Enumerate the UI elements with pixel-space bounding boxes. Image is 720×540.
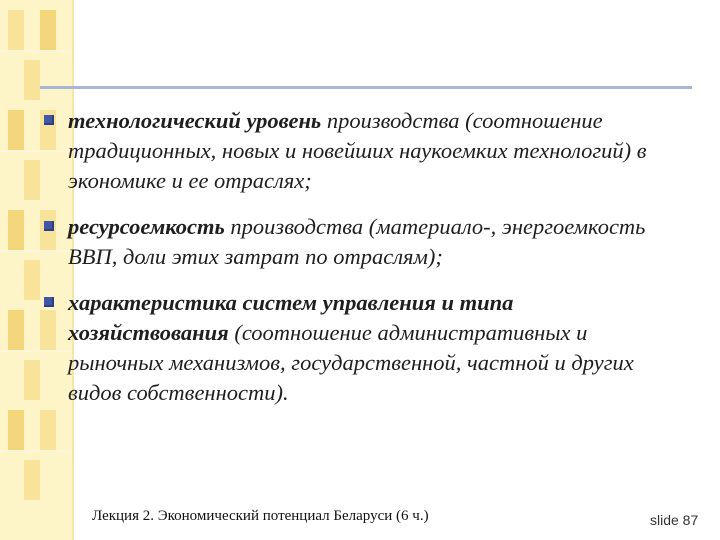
bullet-item-technology [42, 106, 672, 196]
band-square [24, 360, 40, 400]
bullet-item-resource-intensity [42, 212, 672, 272]
footer-lecture-title: Лекция 2. Экономический потенциал Беларуси (6 ч.) [92, 508, 429, 524]
band-square [8, 310, 24, 350]
band-square [24, 160, 40, 200]
band-rule [0, 50, 72, 52]
bullet-keyword: ресурсоемкость [68, 214, 225, 239]
band-square [8, 210, 24, 250]
bullet-keyword: характеристика систем управления и типа хозяйствования [68, 290, 514, 345]
bullet-keyword: технологический уровень [68, 108, 322, 133]
bullet-item-management [42, 288, 672, 408]
bullet-text: производства (материало-, энергоемкость ВВП, доли этих затрат по отраслям); [68, 214, 646, 269]
square-bullet-icon [44, 115, 54, 125]
bullet-text: (соотношение административных и рыночных механизмов, государственной, частной и других видов собственности). [68, 320, 634, 405]
band-square [8, 110, 24, 150]
slide-number: slide 87 [650, 512, 699, 528]
square-bullet-icon [44, 297, 54, 307]
band-square [24, 60, 40, 100]
title-divider [40, 86, 692, 89]
band-square [8, 10, 24, 50]
bullet-text: производства (соотношение традиционных, новых и новейших наукоемких технологий) в экономике и ее отраслях; [68, 108, 647, 193]
bullet-list [42, 106, 672, 424]
band-square [24, 460, 40, 500]
band-square [40, 10, 56, 50]
band-square [8, 410, 24, 450]
band-square [24, 260, 40, 300]
square-bullet-icon [44, 221, 54, 231]
band-rule [0, 450, 72, 452]
